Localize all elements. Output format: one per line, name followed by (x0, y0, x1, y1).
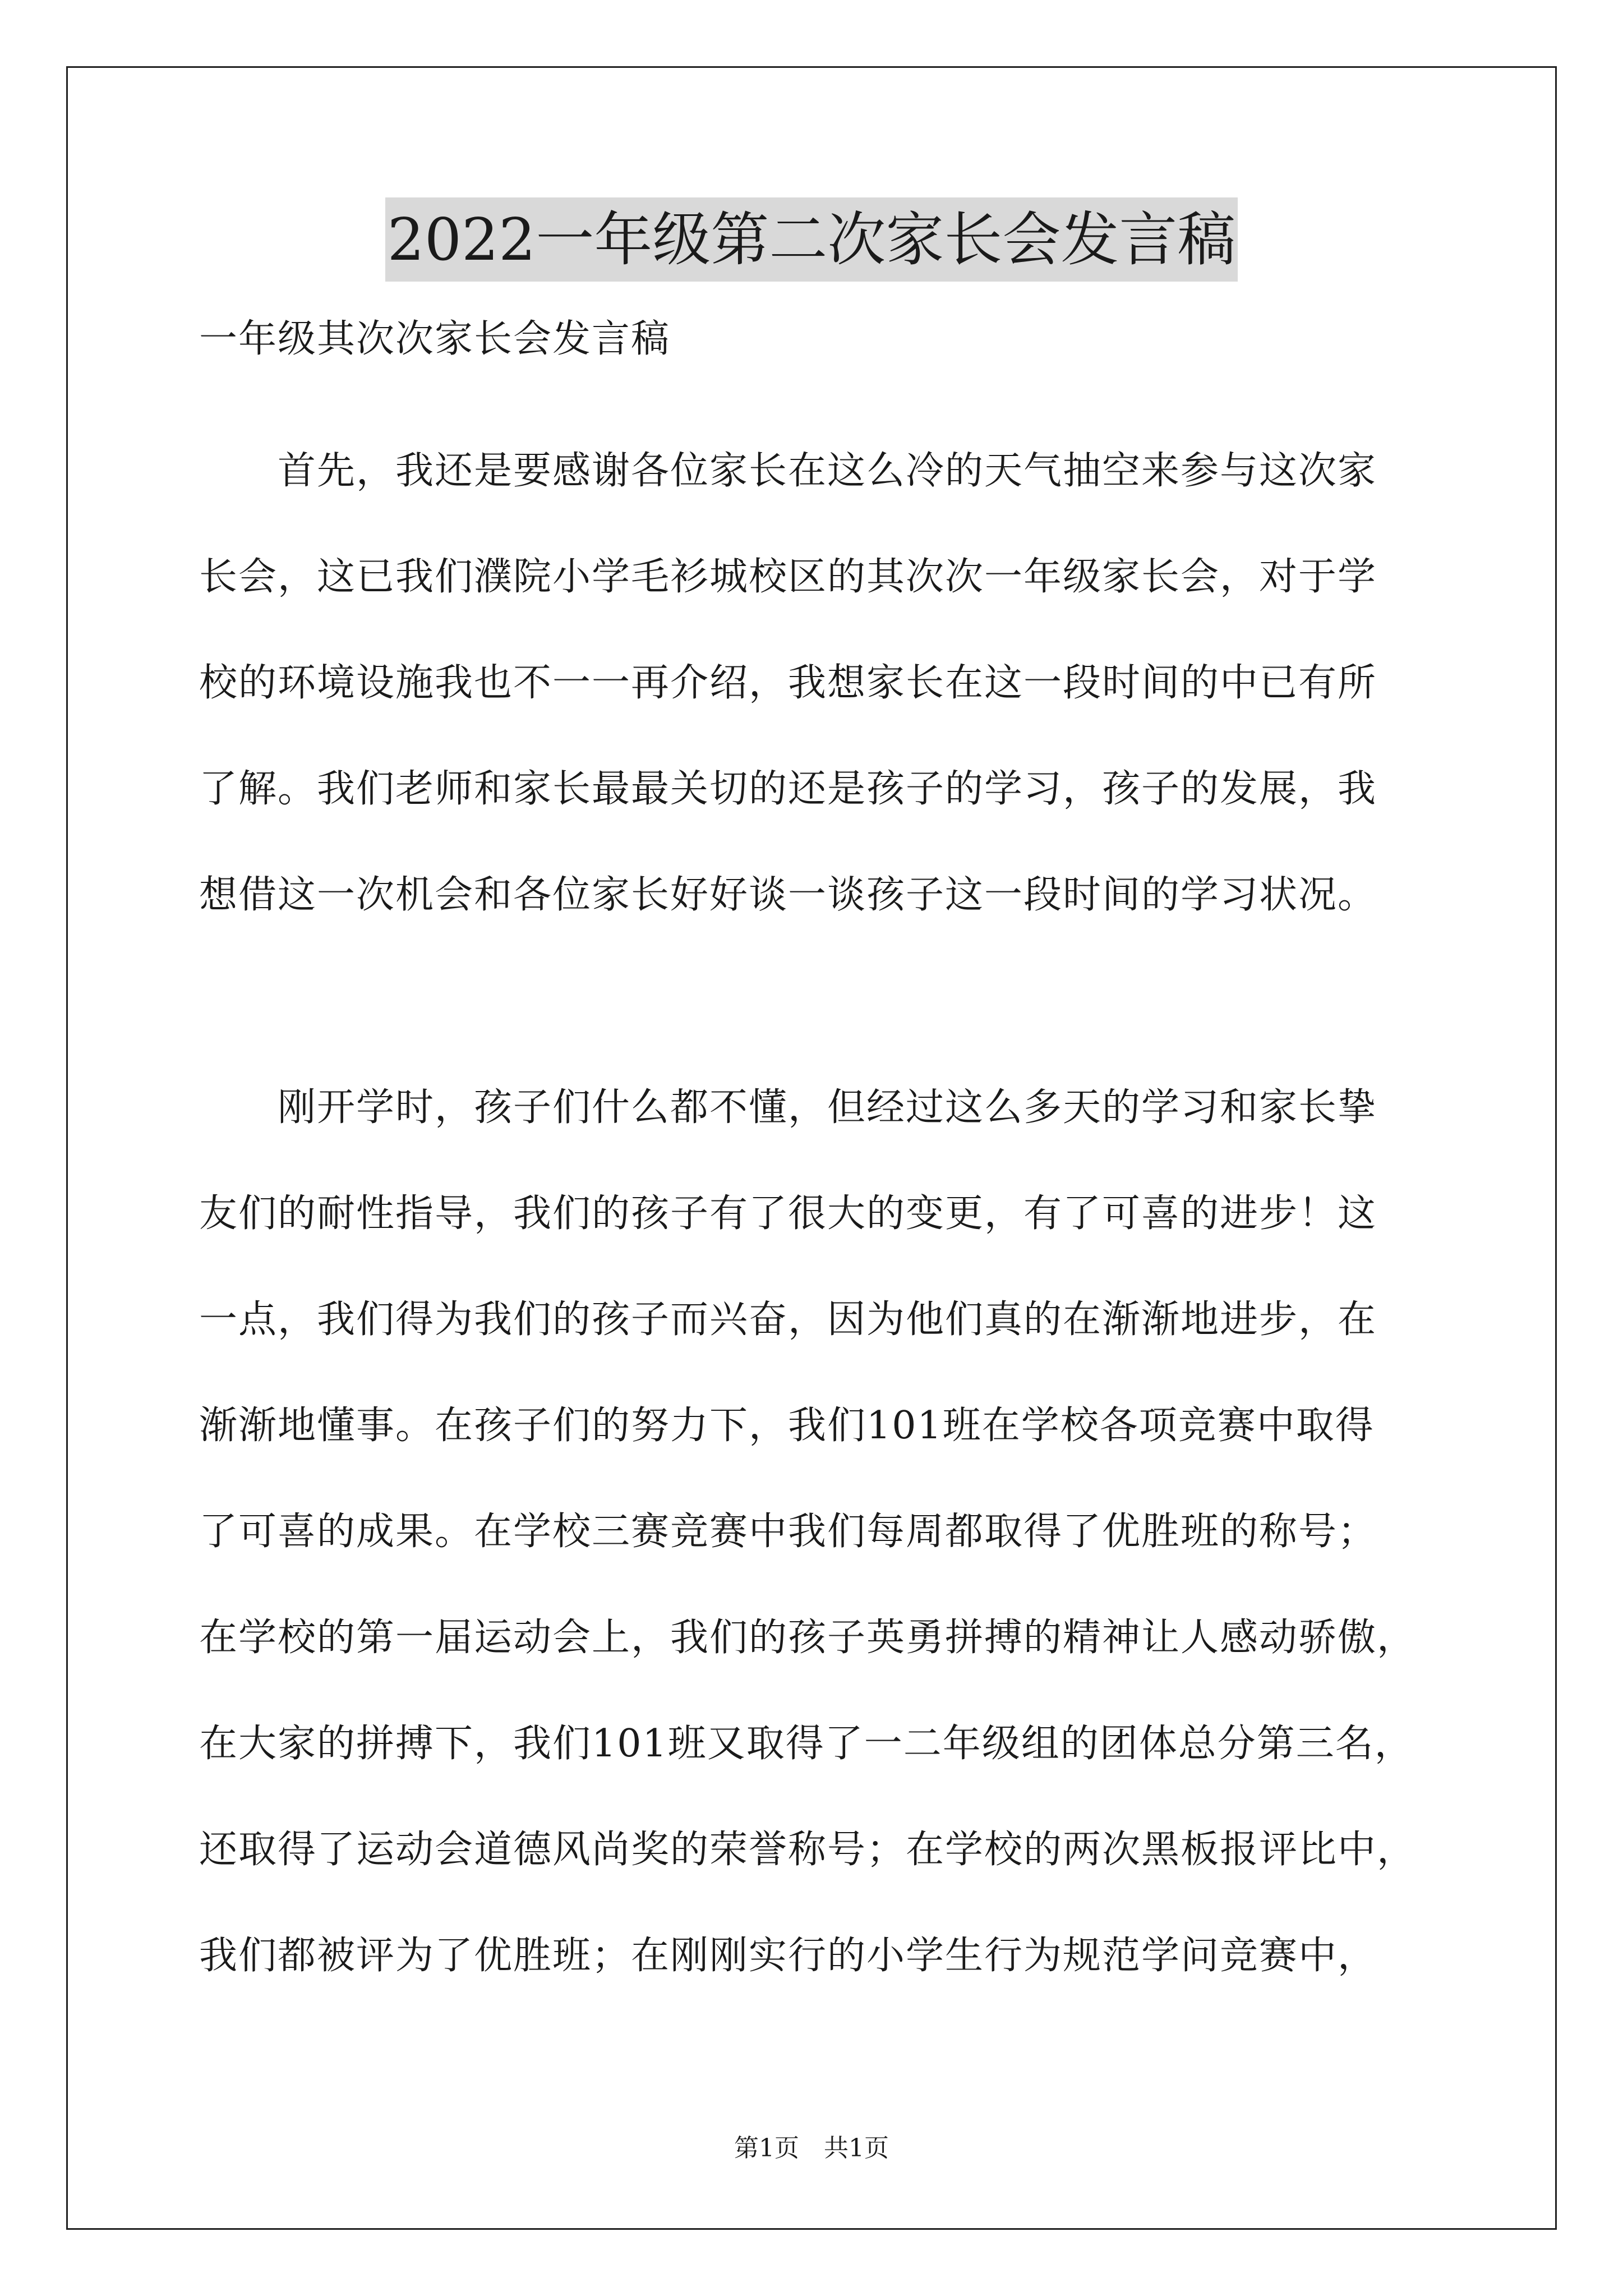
paragraph-line: 想借这一次机会和各位家长好好谈一谈孩子这一段时间的学习状况。 (199, 873, 1377, 917)
paragraph-line: 渐渐地懂事。在孩子们的努力下，我们101班在学校各项竞赛中取得 (199, 1404, 1375, 1448)
paragraph-line: 我们都被评为了优胜班；在刚刚实行的小学生行为规范学问竞赛中， (199, 1934, 1377, 1978)
document-subtitle: 一年级其次次家长会发言稿 (199, 317, 671, 361)
page-footer: 第1页 共1页 (734, 2134, 889, 2162)
paragraph-line: 在学校的第一届运动会上，我们的孩子英勇拼搏的精神让人感动骄傲， (199, 1616, 1417, 1660)
paragraph-line: 友们的耐性指导，我们的孩子有了很大的变更，有了可喜的进步！这 (199, 1191, 1377, 1236)
paragraph-line: 校的环境设施我也不一一再介绍，我想家长在这一段时间的中已有所 (199, 661, 1377, 705)
title-container (0, 197, 1623, 282)
document-title: 2022一年级第二次家长会发言稿 (385, 197, 1238, 282)
paragraph-line: 在大家的拼搏下，我们101班又取得了一二年级组的团体总分第三名， (199, 1722, 1414, 1766)
paragraph-line: 还取得了运动会道德风尚奖的荣誉称号；在学校的两次黑板报评比中， (199, 1828, 1417, 1872)
paragraph-2 (199, 1080, 1433, 2034)
paragraph-line: 首先，我还是要感谢各位家长在这么冷的天气抽空来参与这次家 (278, 449, 1377, 493)
paragraph-line: 一点，我们得为我们的孩子而兴奋，因为他们真的在渐渐地进步，在 (199, 1297, 1377, 1342)
paragraph-line: 刚开学时，孩子们什么都不懂，但经过这么多天的学习和家长挚 (278, 1085, 1377, 1130)
paragraph-1 (199, 443, 1433, 973)
paragraph-line: 了可喜的成果。在学校三赛竞赛中我们每周都取得了优胜班的称号； (199, 1510, 1377, 1554)
paragraph-line: 了解。我们老师和家长最最关切的还是孩子的学习，孩子的发展，我 (199, 767, 1377, 811)
paragraph-line: 长会，这已我们濮院小学毛衫城校区的其次次一年级家长会，对于学 (199, 555, 1377, 599)
